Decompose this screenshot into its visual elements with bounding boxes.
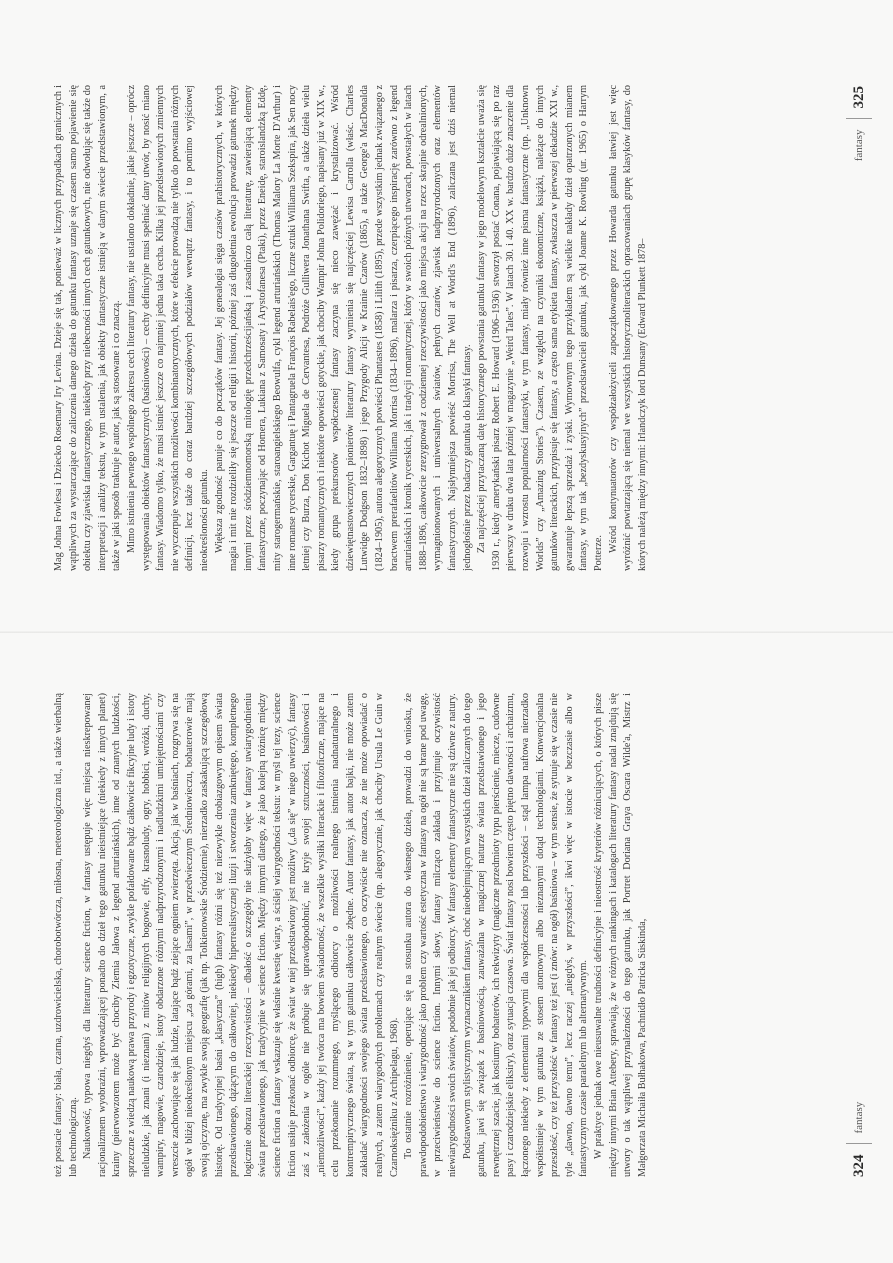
page-number-left: 324 <box>850 1154 867 1177</box>
right-page-footer <box>846 86 872 161</box>
right-paragraph-4: Za najczęściej przytaczaną datę historycznego powstania gatunku fantasy w jego modelowym kształcie uważa się 1930 r., kiedy amerykański pisarz Robert E. Howard (1906–1936) stworzył postać Conana, pojawiającą się po raz pierwszy w druku dwa lata później w magazynie „Weird Tales”. W latach 30. i 40. XX w. bardzo duże znaczenie dla rozwoju i wzrostu popularności fantastyki, w tym fantasy, miały również inne pisma fantastyczne (np. „Unknown Worlds” czy „Amazing Stories”). Czasem, ze względu na czynniki ekonomiczne, książki, należące do innych gatunków literackich, przypisuje się fantasy, a często sama etykieta fantasy, zwłaszcza w pierwszej dekadzie XXI w., gwarantuje lepszą sprzedaż i zyski. Wymownym tego przykładem są wielkie nakłady dzieł opatrzonych mianem fantasy, w tym tak „bezdyskusyjnych” przedstawicieli gatunku, jak cykl Joanne K. Rowling (ur. 1965) o Harrym Potterze. <box>476 85 604 571</box>
page-number-right: 325 <box>850 86 867 109</box>
right-page-text-column <box>52 85 812 571</box>
running-head-right: fantasy <box>853 129 865 162</box>
right-paragraph-5: Wśród kontynuatorów czy współzałożycieli zapoczątkowanego przez Howarda gatunku łatwiej jest więc wyróżnić powtarzającą się niemal we wszystkich historycznoliterackich opracowaniach grupę klasyków fantasy, do których należą między innymi: Irlandczyk lord Dunsany (Edward Plunkett 1878– <box>607 85 648 571</box>
left-paragraph-5: W praktyce jednak owe nieusuwalne trudności definicyjne i nieostrość kryteriów różnicujących, o których pisze między innymi Brian Attebery, sprawiają, że w różnych rankingach i katalogach literatury fantasy nadal znajdują się utwory o tak wątpliwej przynależności do tego gatunku, jak Portret Doriana Graya Oscara Wilde'a, Mistrz i Małgorzata Michaiła Bułhakowa, Pachnidło Patricka Süskinda, <box>592 693 648 1177</box>
left-paragraph-1: też postacie fantasy: biała, czarna, uzdrowicielska, chorobotwórcza, miłosna, meteorologiczna itd., a także wierbalną lub technologiczną. <box>53 693 79 1177</box>
running-head-left: fantasy <box>853 1101 865 1134</box>
right-page <box>0 0 893 631</box>
right-paragraph-2: Mimo istnienia pewnego wspólnego zakresu cech literatury fantasy, nie ustalono dokładnie, jakie jeszcze – oprócz występowania obiektów fantastycznych (baśniowości) – cechy definicyjne musi spełniać dany utwór, by nosić miano fantasy. Wiadomo tylko, że musi istnieć jeszcze co najmniej jedna taka cecha. Kilka jej przedstawionych zmiennych nie wyczerpuje wszystkich możliwości kombinatorycznych, które w efekcie prowadzą nie tylko do powstania różnych definicji, lecz także do coraz bardziej szczegółowych podziałów wewnątrz fantasy, i to pomimo wyjściowej nieokreśloności gatunku. <box>125 85 210 571</box>
left-paragraph-4: Podstawowym stylistycznym wyznacznikiem fantasy, choć nieobejmującym wszystkich dzieł zaliczanych do tego gatunku, jawi się związek z baśniowością, zauważalna w magicznej naturze świata przedstawionego i jego rewnętrznej szacie, jak kostiumy bohaterów, ich rekwizyty (magiczne przedmioty typu pierścienie, miecze, cudowne pasy i czarodziejskie eliksiry), oraz sytuacja czasowa. Świat fantasy nosi bowiem często piętno dawności i archaizmu, łączonego niekiedy z elementami typowymi dla współczesności lub przyszłości – stąd lampa naftowa nierzadko współistnieje w tym gatunku ze stosem atomowym albo nieznanymi dotąd technologiami. Konwencjonalna przeszłość, czy też przyszłość w fantasy też jest (i znów: na ogół) baśniowa – w tym sensie, że sytuuje się w czasie nie tyle „dawno, dawno temu”, lecz raczej „niegdyś, w przyszłości”, ikwi więc w istocie w bezczasie albo w fantastycznym czasie paralelnym lub alternatywnym. <box>461 693 590 1177</box>
footer-rule-right <box>846 119 872 120</box>
footer-rule-left <box>846 1144 872 1145</box>
right-paragraph-1: Mag Johna Fowlesa i Dziecko Rosemary Iry Levina. Dzieje się tak, ponieważ w licznych przypadkach granicznych i wątpliwych za wystarczające do zaliczenia danego dzieła do gatunku fantasy uznaje się czasem samo pojawienie się obiektu czy zjawiska fantastycznego, niekiedy przy niebecności innych cech gatunkowych, nie odwołując się także do interpretacji i analizy tekstu, w tym ustalenia, jak obiekty fantastyczne istnieją w danym świecie przedstawionym, a także w jaki sposób traktuje je autor, jak są stosowane i co znaczą. <box>53 85 123 571</box>
right-paragraph-3: Większa zgodność panuje co do początków fantasy. Jej genealogia sięga czasów prahistorycznych, w których magia i mit nie rozdzieliły się jeszcze od religii i historii, później zaś długoletnia ewolucja prowadzi gatunek między innymi przez śródziemnomorską mitologię przedchrześcijańską i zasadniczo całą literaturę, zawierającą elementy fantastyczne, poczynając od Homera, Lukiana z Samosaty i Arystofanesa (Ptaki), przez Eneidę, staroislandzką Eddę, mity starogermańskie, staroangielskiego Beowulfa, cykl legend arturiańskich (Thomas Malory La Morte D'Arthur) i inne romanse rycerskie, Gargantuę i Pantagruela François Rabelais'ego, liczne sztuki Williama Szekspira, jak Sen nocy letniej czy Burza, Don Kichot Miguela de Cervantesa, Podróże Gulliwera Jonathana Swifta, a także dzieła wielu pisarzy romantycznych i niektóre opowieści gotyckie, jak chociby Wampir Johna Polidoriego, napisany już w XIX w., kiedy grupa prekursorów współczesnej fantasy zaczyna się nieco zawężać i krystalizować. Wśród dziewiętnastowiecznych pionierów literatury fantasy wymienia się najczęściej Lewisa Carrolla (właśc. Charles Lutwidge Dodgson 1832–1898) i jego Przygody Alicji w Krainie Czarów (1865), a także George'a MacDonalda (1824–1905), autora alegorycznych powieści Phantastes (1858) i Lilith (1895), przede wszystkim jednak związanego z bractwem prerafaelitów Williama Morrisa (1834–1896), malarza i pisarza, czerpiącego inspirację zarówno z legend arturiańskich i kronik rycerskich, jak i tradycji romantycznej, który w swoich późnych utworach, powstałych w latach 1888–1896, całkowicie zrezygnował z codziennej rzeczywistości jako miejsca akcji na rzecz skrajnie odrealnionych, wymagnionowanych i uniwersalnych światów, pełnych czarów, zjawisk nadprzyrodzonych oraz elementów fantastycznych. Najsłynniejsza powieść Morrisa, The Well at World's End (1896), zaliczana jest dziś niemal jednogłośnie przez badaczy gatunku do klasyki fantasy. <box>213 85 473 571</box>
book-spine <box>0 631 893 633</box>
left-paragraph-2: Naukowość, typowa niegdyś dla literatury science fiction, w fantasy ustępuje więc miejsca nieskrepowanej racjonalizmem wyobraźni, wprowadzającej ponadto do dzieł tego gatunku nieistniejące (niekiedy z innych planet) krainy (pierwowzorem może być chociby Ziemia Jałowa z legend arturiańskich), inne od znanych ludzkości, sprzeczne z wiedzą naukową prawa przyrody i egzotyczne, zwykle pofałdowane bądź całkowicie fikcyjne ludy i istoty nieludzkie, jak znani (i nieznani) z mitów religijnych bogowie, elfy, krasnoludy, ogry, hobbici, wróżki, duchy, wampiry, magowie, czarodzieje, istoty obdarzone różnymi nadprzyrodzonymi i nadludzkimi umiejętnościami czy wreszcie zachowujące się jak ludzie, latające bądź ziejące ogniem zwierzęta. Akcja, jak w baśniach, rozgrywa się na ogół w bliżej nieokreślonym miejscu „za górami, za lasami”, w przedwiecznym Średniowieczu, bohaterowie mają swoją ojczyznę, ma zwykle swoją geografię (jak np. Tolkienowskie Śródziemie), nierzadko zaskakującą szczegółową historię. Od tradycyjnej baśni „klasyczna” (high) fantasy różni się też niezwykle drobiazgowym opisem świata przedstawionego, dążącym do całkowitej, niekiedy hiperrealistycznej iluzji i stworzenia zamkniętego, kompletnego logicznie obrazu literackiej rzeczywistości – dbałość o szczegóły nie służyłaby więc w fantasy uwiarygodnieniu świata przedstawionego, jak tradycyjnie w science fiction. Między innymi dlatego, że jako kolejną różnicę między science fiction a fantasy wskazuje się właśnie kwestię wiary, a ściślej wiarygodności tekstu: w myśl tej tezy, science fiction usiłuje przekonać odbiorcę, że świat w niej przedstawiony jest możliwy („da się” w niego uwierzyć), fantasy zaś z założenia w ogóle nie próbuje się uprawdopodobnić, nie kryje swojej sztuczności, baśniowości i „niemożliwości”, każdy jej twórca ma bowiem świadomość, że wszelkie wysiłki literackie i filozoficzne, mające na celu przekonanie rozumnego, myślącego odbiorcy o możliwości realnego istnienia nadnaturalnego i kontrempirycznego świata, są w tym gatunku całkowicie zbędne. Autor fantasy, jak autor bajki, nie może zatem zakładać wiarygodności swojego świata przedstawionego, co oczywiście nie oznacza, że nie może opowiadać o realnych, a zatem wiarygodnych problemach czy realnym świecie (np. alegorycznie, jak chociby Ursula Le Guin w Czarnoksiężniku z Archipelagu, 1968). <box>82 693 400 1177</box>
left-paragraph-3: To ostatnie rozróżnienie, operujące się na stosunku autora do własnego dzieła, prowadzi do wniosku, że prawdopodobieństwo i wiarygodność jako problem czy wartość estetyczna w fantasy na ogół nie są brane pod uwagę, w przeciwieństwie do science fiction. Innymi słowy, fantasy milcząco zakłada i przyjmuje oczywistość niewiarygodności swoich światów, podobnie jak jej odbiorcy. W fantasy elementy fantastyczne nie są dziwne z natury. <box>403 693 459 1177</box>
left-page-footer <box>846 1102 872 1177</box>
left-page-text-column <box>52 693 812 1177</box>
left-page <box>0 632 893 1263</box>
